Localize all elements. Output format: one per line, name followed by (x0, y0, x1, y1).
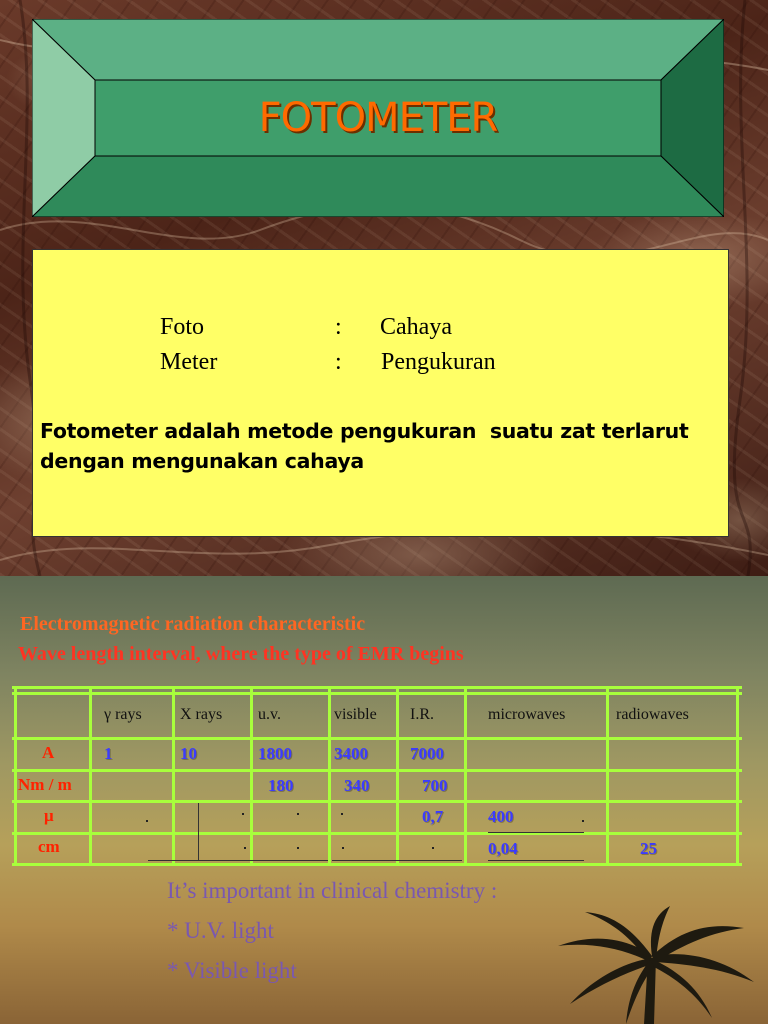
table-cell: 1800 (258, 744, 292, 763)
header-uv: u.v. (258, 706, 281, 723)
clinical-title: It’s important in clinical chemistry : (167, 878, 498, 903)
header-ir: I.R. (410, 706, 434, 723)
header-gamma-rays: γ rays (104, 706, 142, 723)
table-cell: 3400 (334, 744, 368, 763)
table-cell: 1 (104, 744, 113, 763)
emr-title: Electromagnetic radiation characteristic (20, 613, 366, 635)
term-meter: Meter (160, 349, 218, 375)
row-label-nm: Nm / m (18, 775, 72, 794)
definition-box (32, 249, 729, 537)
emr-table (12, 686, 742, 868)
palm-tree-image (530, 906, 768, 1024)
table-cell: 25 (640, 839, 657, 858)
emr-subtitle: Wave length interval, where the type of EMR begins (18, 643, 464, 665)
fotometer-definition (40, 416, 730, 476)
header-radiowaves: radiowaves (616, 706, 689, 723)
meaning-cahaya: Cahaya (380, 314, 452, 340)
colon: : (335, 314, 342, 340)
definition-line-2: dengan mengunakan cahaya (40, 449, 364, 473)
colon: : (335, 349, 342, 375)
definition-line-1: Fotometer adalah metode pengukuran suatu zat terlarut (40, 419, 689, 443)
table-cell: 700 (422, 776, 448, 795)
slide-title: FOTOMETER (258, 95, 498, 141)
table-cell: 180 (268, 776, 294, 795)
clinical-item-uv: * U.V. light (167, 918, 274, 943)
table-cell: 7000 (410, 744, 444, 763)
title-banner (32, 19, 724, 217)
header-x-rays: X rays (180, 706, 223, 723)
table-cell: 10 (180, 744, 197, 763)
table-cell: 400 (488, 807, 514, 826)
table-cell: 0,04 (488, 839, 518, 858)
row-label-a: A (42, 743, 55, 762)
header-visible: visible (334, 706, 377, 723)
meaning-pengukuran: Pengukuran (381, 349, 496, 375)
table-cell: 0,7 (422, 807, 444, 826)
term-foto: Foto (160, 314, 205, 340)
row-label-mu: μ (44, 806, 54, 825)
clinical-item-visible: * Visible light (167, 958, 297, 983)
slide-emr (0, 576, 768, 1024)
table-cell: 340 (344, 776, 370, 795)
row-label-cm: cm (38, 837, 60, 856)
header-microwaves: microwaves (488, 706, 566, 723)
